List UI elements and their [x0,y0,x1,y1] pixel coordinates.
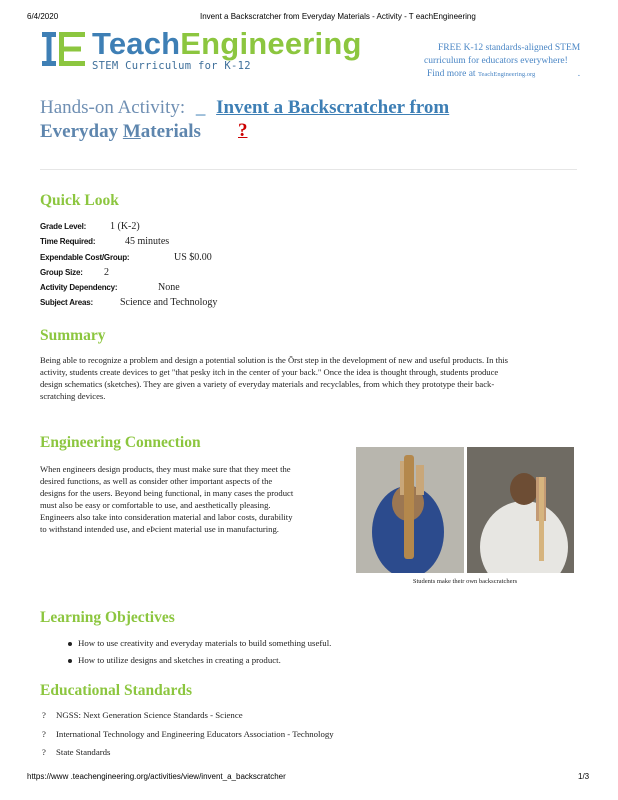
promo-find-more: Find more at [427,69,476,79]
title-line2-u: M [122,121,141,142]
quick-look-row [40,267,109,279]
learning-objectives-heading: Learning Objectives [40,609,175,626]
quick-look-row [40,236,170,248]
divider [40,169,577,170]
promo-line-3 [424,68,584,81]
educational-standards-heading: Educational Standards [40,682,193,699]
quick-look-label: Time Required: [40,237,96,246]
quick-look-label: Activity Dependency: [40,283,118,292]
print-page-number: 1/3 [578,772,590,781]
expand-marker-icon[interactable]: ? [42,729,46,739]
quick-look-value: US $0.00 [174,252,212,263]
print-date: 6/4/2020 [27,12,59,21]
objective-text: How to utilize designs and sketches in creating a product. [78,655,281,665]
photo-illustration [356,447,574,573]
quick-look-value: 45 minutes [125,236,170,247]
expand-marker-icon[interactable]: ? [42,747,46,757]
quick-look-heading: Quick Look [40,192,119,209]
promo-line-1: FREE K-12 standards-aligned STEM [438,43,581,53]
expand-marker-icon[interactable]: ? [42,710,46,720]
promo-block [424,42,584,81]
te-logo-mark-icon[interactable] [42,30,86,70]
quick-look-label: Expendable Cost/Group: [40,253,130,262]
title-line2-a: Everyday [40,121,123,142]
promo-site-link[interactable]: TeachEngineering.org [477,71,536,78]
title-link[interactable]: Invent a Backscratcher from [216,97,450,118]
quick-look-row [40,297,218,309]
bullet-icon [68,659,72,663]
promo-line-2: curriculum for educators everywhere! [424,56,568,66]
summary-heading: Summary [40,327,106,344]
standard-text[interactable]: State Standards [56,747,111,757]
logo-wordmark[interactable] [92,26,362,62]
quick-look-value: 1 (K-2) [110,221,140,232]
standard-text[interactable]: International Technology and Engineering Educators Association - Technology [56,729,334,739]
quick-look-value: None [158,282,180,293]
print-url: https://www .teachengineering.org/activities/view/invent_a_backscratcher [27,772,286,781]
list-item[interactable] [42,710,243,720]
quick-look-row [40,282,180,294]
list-item [68,638,331,648]
title-missing-glyph: ? [238,120,248,141]
students-backscratcher-photo [356,447,574,573]
photo-caption: Students make their own backscratchers [412,578,518,585]
quick-look-label: Grade Level: [40,222,87,231]
list-item[interactable] [42,729,334,739]
title-prefix: Hands-on Activity: [40,97,186,118]
logo-tagline: STEM Curriculum for K-12 [92,60,251,72]
engineering-connection-text: When engineers design products, they must make sure that they meet the desired functions, as well as consider other important aspects of the designs for the users. Beyond being functional, in many cases the product must also be easy or comfortable to use, and aesthetically pleasing. Engineers also take into consideration material and labor costs, durability to withstand intended use, and eÞcient material use in manufacturing. [40,464,294,534]
logo-teach: Teach [92,26,181,61]
quick-look-row [40,252,212,264]
title-line2-b: aterials [140,121,201,142]
list-item [68,655,281,665]
title-underscore: _ [195,97,206,118]
bullet-icon [68,642,72,646]
list-item[interactable] [42,747,110,757]
page-title [40,96,560,144]
engineering-connection-heading: Engineering Connection [40,434,201,451]
objective-text: How to use creativity and everyday materials to build something useful. [78,638,332,648]
quick-look-label: Group Size: [40,268,83,277]
promo-trail: . [577,69,581,79]
quick-look-label: Subject Areas: [40,298,93,307]
standard-text[interactable]: NGSS: Next Generation Science Standards - Science [56,710,243,720]
quick-look-value: Science and Technology [120,297,218,308]
summary-text: Being able to recognize a problem and design a potential solution is the Õrst step in the development of new and useful products. In this activity, students create devices to get "that pesky itch in the center of your back." Once the idea is thought through, students produce design schematics (sketches). They are given a variety of everyday materials and recyclables, from which they prototype their back-scratching devices. [40,355,509,401]
print-title: Invent a Backscratcher from Everyday Materials - Activity - T eachEngineering [200,12,476,21]
quick-look-row [40,221,140,233]
quick-look-value: 2 [104,267,109,278]
logo-engineering: Engineering [180,26,362,61]
